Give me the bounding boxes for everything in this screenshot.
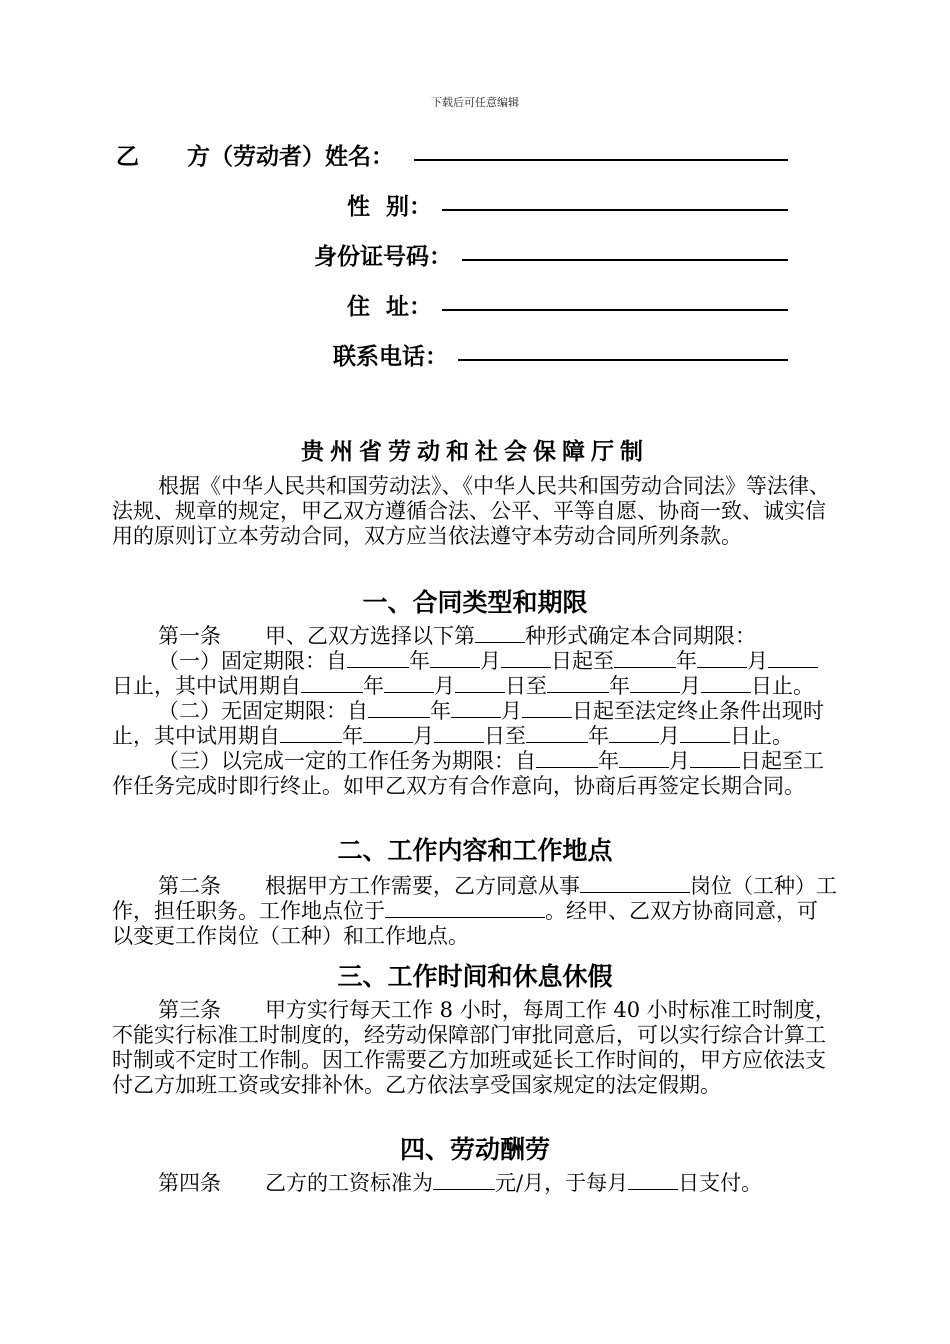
blank[interactable]: [347, 649, 409, 668]
form-choice-blank[interactable]: [475, 624, 525, 643]
article-2-text-b: 岗位（工种）工作，担任职务。工作地点位于: [112, 874, 837, 923]
intro-text: 根据《中华人民共和国劳动法》、《中华人民共和国劳动合同法》等法律、法规、规章的规定，甲乙双方遵循合法、公平、平等自愿、协商一致、诚实信用的原则订立本劳动合同，双方应当依法遵守本劳动合同所列条款。: [112, 474, 830, 548]
to-label: 日至: [505, 674, 547, 698]
article-4-number: 第四条: [158, 1171, 221, 1195]
blank[interactable]: [609, 724, 659, 743]
year-label: 年: [676, 649, 697, 673]
blank[interactable]: [434, 724, 484, 743]
month-label: 月: [501, 699, 522, 723]
article-3: [112, 998, 838, 1098]
to-label: 日至: [484, 724, 526, 748]
article-4: [112, 1171, 838, 1196]
blank[interactable]: [547, 674, 609, 693]
article-1-text-b: 种形式确定本合同期限：: [525, 624, 756, 648]
non-fixed-until-label: 日起至法定终止条件出现时止，其中试用期自: [112, 699, 824, 748]
from-to-label: 日起至: [551, 649, 614, 673]
article-2-text-c: 。经甲、乙双方协商同意，可以变更工作岗位（工种）和工作地点。: [112, 899, 818, 948]
party-b-prefix: 乙: [116, 144, 139, 170]
non-fixed-term-prefix: （二）无固定期限：自: [158, 699, 368, 723]
month-label: 月: [659, 724, 680, 748]
year-label: 年: [430, 699, 451, 723]
article-3-number: 第三条: [158, 998, 221, 1022]
blank[interactable]: [690, 749, 740, 768]
article-4-text-c: 日支付。: [678, 1171, 763, 1195]
task-term-tail: 日起至工作任务完成时即行终止。如甲乙双方有合作意向，协商后再签定长期合同。: [112, 749, 824, 798]
year-label: 年: [588, 724, 609, 748]
blank[interactable]: [701, 674, 751, 693]
probation-label: 止，其中试用期自: [133, 674, 301, 698]
blank[interactable]: [384, 674, 434, 693]
article-2: [112, 874, 838, 949]
blank[interactable]: [368, 699, 430, 718]
article-4-text-a: 乙方的工资标准为: [265, 1171, 433, 1195]
end-label: 日止。: [730, 724, 793, 748]
article-2-text-a: 根据甲方工作需要，乙方同意从事: [265, 874, 580, 898]
article-1-number: 第一条: [158, 624, 221, 648]
blank[interactable]: [430, 649, 480, 668]
month-label: 月: [680, 674, 701, 698]
day-label: 日: [112, 674, 133, 698]
blank[interactable]: [614, 649, 676, 668]
salary-blank[interactable]: [433, 1171, 495, 1190]
intro-paragraph: [112, 474, 838, 549]
pay-day-blank[interactable]: [628, 1171, 678, 1190]
year-label: 年: [409, 649, 430, 673]
issuing-agency: 贵州省劳动和社会保障厅制: [301, 439, 649, 465]
id-number-input-line[interactable]: [462, 259, 788, 261]
month-label: 月: [434, 674, 455, 698]
fixed-term-clause: [112, 649, 838, 699]
phone-label: 联系电话：: [333, 344, 448, 370]
blank[interactable]: [451, 699, 501, 718]
work-location-blank[interactable]: [385, 899, 545, 918]
month-label: 月: [480, 649, 501, 673]
task-term-prefix: （三）以完成一定的工作任务为期限：自: [158, 749, 536, 773]
party-b-label: 方（劳动者）姓名：: [187, 144, 394, 170]
party-b-name-label: [116, 138, 394, 171]
phone-input-line[interactable]: [458, 359, 788, 361]
id-number-label: 身份证号码：: [314, 244, 452, 270]
article-1-text-a: 甲、乙双方选择以下第: [265, 624, 475, 648]
blank[interactable]: [301, 674, 363, 693]
gender-label: 性 别：: [347, 194, 433, 220]
month-label: 月: [413, 724, 434, 748]
section-4-title: 四、劳动酬劳: [399, 1135, 550, 1164]
section-3-title: 三、工作时间和休息休假: [337, 962, 613, 991]
end-label: 日止。: [751, 674, 814, 698]
article-2-number: 第二条: [158, 874, 221, 898]
post-blank[interactable]: [580, 874, 690, 893]
blank[interactable]: [280, 724, 342, 743]
section-2-title: 二、工作内容和工作地点: [337, 836, 613, 865]
non-fixed-term-clause: [112, 699, 838, 749]
article-4-text-b: 元/月，于每月: [495, 1171, 629, 1195]
blank[interactable]: [680, 724, 730, 743]
year-label: 年: [598, 749, 619, 773]
blank[interactable]: [363, 724, 413, 743]
blank[interactable]: [501, 649, 551, 668]
month-label: 月: [669, 749, 690, 773]
blank[interactable]: [455, 674, 505, 693]
fixed-term-prefix: （一）固定期限：自: [158, 649, 347, 673]
blank[interactable]: [619, 749, 669, 768]
address-input-line[interactable]: [442, 309, 788, 311]
year-label: 年: [609, 674, 630, 698]
address-label: 住 址：: [347, 294, 433, 320]
task-term-clause: [112, 749, 838, 799]
month-label: 月: [747, 649, 768, 673]
section-1-title: 一、合同类型和期限: [362, 588, 588, 617]
blank[interactable]: [768, 649, 818, 668]
name-input-line[interactable]: [414, 159, 788, 161]
article-1: [112, 624, 838, 649]
year-label: 年: [363, 674, 384, 698]
blank[interactable]: [630, 674, 680, 693]
blank[interactable]: [697, 649, 747, 668]
article-3-text: 甲方实行每天工作 8 小时，每周工作 40 小时标准工时制度，不能实行标准工时制度的，经劳动保障部门审批同意后，可以实行综合计算工时制或不定时工作制。因工作需要乙方加班或延长工作时间的，甲方应依法支付乙方加班工资或安排补休。乙方依法享受国家规定的法定假期。: [112, 998, 836, 1097]
blank[interactable]: [536, 749, 598, 768]
watermark: 下载后可任意编辑: [431, 96, 519, 109]
gender-input-line[interactable]: [442, 209, 788, 211]
year-label: 年: [342, 724, 363, 748]
blank[interactable]: [522, 699, 572, 718]
blank[interactable]: [526, 724, 588, 743]
